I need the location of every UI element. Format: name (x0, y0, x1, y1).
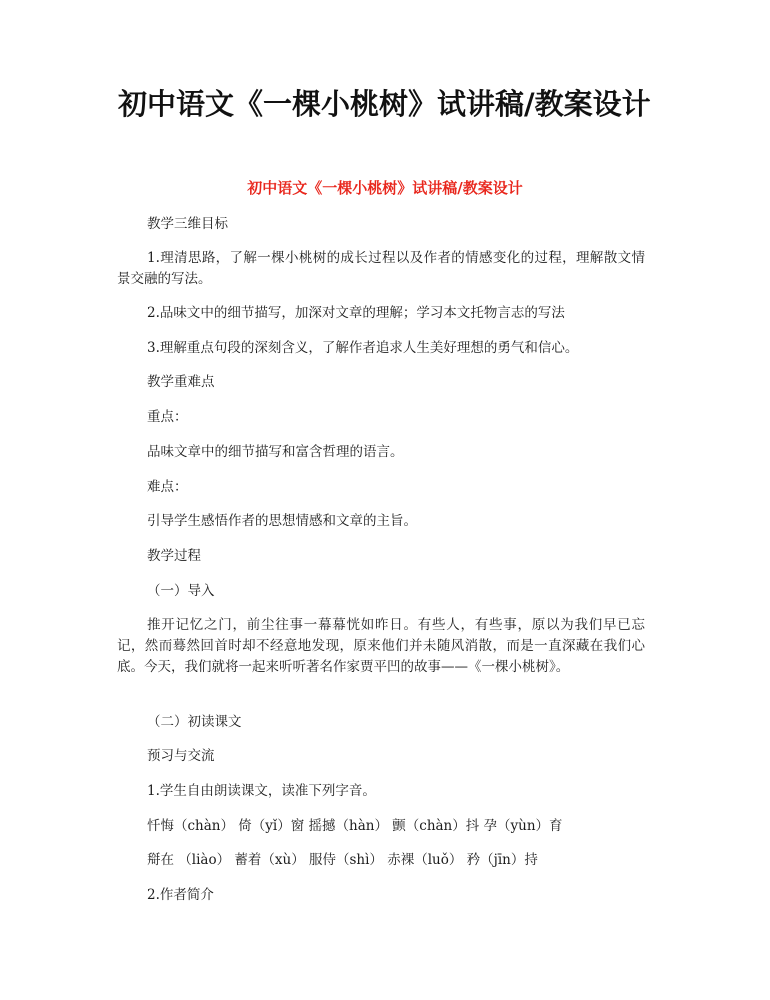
step-first-reading-heading: （二）初读课文 (147, 714, 242, 730)
intro-paragraph: 推开记忆之门，前尘往事一幕幕恍如昨日。有些人，有些事，原以为我们早已忘记，然而蓦然回首时却不经意地发现，原来他们并未随风消散，而是一直深藏在我们心底。今天，我们就将一起来听听著名作家贾平凹的故事——《一棵小桃树》。 (117, 617, 645, 675)
author-intro-heading: 2.作者简介 (147, 887, 214, 903)
step-intro-heading: （一）导入 (147, 583, 215, 599)
preview-exchange-heading: 预习与交流 (147, 748, 215, 764)
pronunciation-row-2: 搿在 （liào） 蓄着（xù） 服侍（shì） 赤裸（luǒ） 矜（jīn）持 (147, 852, 538, 868)
objective-3: 3.理解重点句段的深刻含义，了解作者追求人生美好理想的勇气和信心。 (147, 340, 579, 356)
document-title: 初中语文《一棵小桃树》试讲稿/教案设计 (118, 87, 651, 121)
objective-1: 1.理清思路，了解一棵小桃树的成长过程以及作者的情感变化的过程，理解散文情景交融的写法。 (117, 250, 645, 287)
section-heading-process: 教学过程 (147, 548, 201, 564)
key-point-text: 品味文章中的细节描写和富含哲理的语言。 (147, 444, 404, 460)
key-point-label: 重点： (147, 409, 188, 425)
reading-task-1: 1.学生自由朗读课文，读准下列字音。 (147, 783, 376, 799)
difficulty-label: 难点： (147, 479, 188, 495)
section-heading-objectives: 教学三维目标 (147, 216, 228, 232)
section-heading-key-points: 教学重难点 (147, 374, 215, 390)
difficulty-text: 引导学生感悟作者的思想情感和文章的主旨。 (147, 513, 417, 529)
objective-2: 2.品味文中的细节描写，加深对文章的理解；学习本文托物言志的写法 (147, 305, 565, 321)
document-subtitle: 初中语文《一棵小桃树》试讲稿/教案设计 (247, 179, 523, 197)
pronunciation-row-1: 忏悔（chàn） 倚（yǐ）窗 摇撼（hàn） 颤（chàn）抖 孕（yùn）育 (147, 818, 563, 834)
